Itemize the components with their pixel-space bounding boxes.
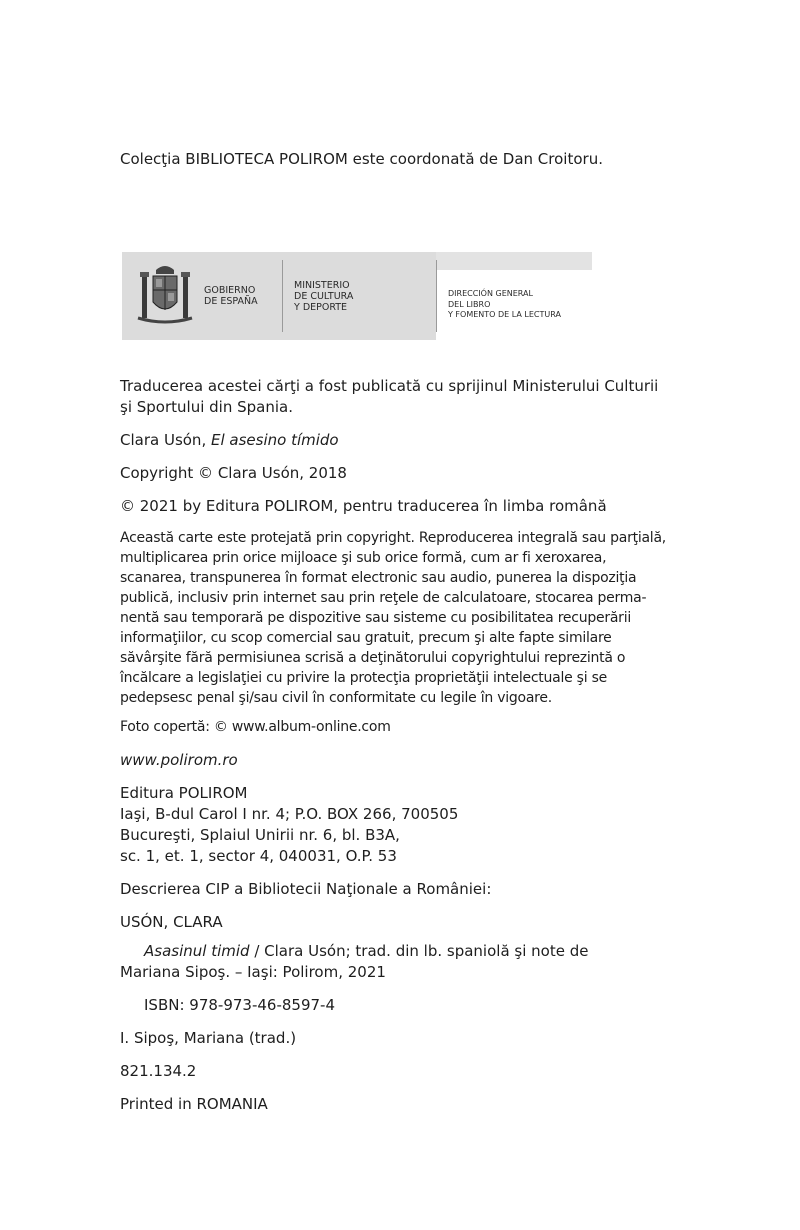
printed-in: Printed in ROMANIA [120, 1095, 268, 1113]
translation-note-line-2: şi Sportului din Spania. [120, 398, 293, 416]
spain-coat-of-arms-icon [136, 262, 194, 330]
cip-line-2: Mariana Sipoş. – Iaşi: Polirom, 2021 [120, 963, 386, 981]
logo-divider-1 [282, 260, 283, 332]
rights-line-4: publică, inclusiv prin internet sau prin reţele de calculatoare, stocarea perma- [120, 590, 647, 606]
original-title: El asesino tímido [210, 431, 339, 449]
sponsor-logo-band [122, 252, 592, 340]
rights-line-5: nentă sau temporară pe dispozitive sau sisteme cu posibilitatea recuperării [120, 610, 631, 626]
original-author: Clara Usón, [120, 431, 211, 449]
publisher-name: Editura POLIROM [120, 784, 248, 802]
rights-line-7: săvârşite fără permisiunea scrisă a deţinătorului copyrightului reprezintă o [120, 650, 626, 666]
rights-line-2: multiplicarea prin orice mijloace şi sub orice formă, cum ar fi xeroxarea, [120, 550, 607, 566]
website-text: www.polirom.ro [120, 751, 238, 769]
cover-photo-credit: Foto copertă: © www.album-online.com [120, 719, 391, 735]
cip-title: Asasinul timid [144, 942, 250, 960]
cip-title-line [144, 942, 588, 960]
address-iasi: Iaşi, B-dul Carol I nr. 4; P.O. BOX 266, 700505 [120, 805, 459, 823]
ministerio-label: MINISTERIO DE CULTURA Y DEPORTE [294, 280, 354, 313]
rights-line-8: încălcare a legislaţiei cu privire la protecţia proprietăţii intelectuale şi se [120, 670, 607, 686]
cip-entry: USÓN, CLARA [120, 913, 223, 931]
rights-line-3: scanarea, transpunerea în format electronic sau audio, punerea la dispoziţia [120, 570, 637, 586]
rights-line-6: informaţiilor, cu scop comercial sau gratuit, precum şi alte fapte similare [120, 630, 612, 646]
logo-divider-2 [436, 260, 437, 332]
copyright-publisher: © 2021 by Editura POLIROM, pentru traducerea în limba română [120, 497, 607, 515]
original-title-line [120, 431, 339, 449]
cip-classification: 821.134.2 [120, 1062, 197, 1080]
translation-note-line-1: Traducerea acestei cărţi a fost publicată cu sprijinul Ministerului Culturii [120, 377, 659, 395]
cip-heading: Descrierea CIP a Bibliotecii Naţionale a României: [120, 880, 492, 898]
rights-line-1: Această carte este protejată prin copyright. Reproducerea integrală sau parţială, [120, 530, 666, 546]
address-bucuresti-1: Bucureşti, Splaiul Unirii nr. 6, bl. B3A, [120, 826, 400, 844]
cip-translator: I. Sipoş, Mariana (trad.) [120, 1029, 297, 1047]
cip-isbn: ISBN: 978-973-46-8597-4 [144, 996, 335, 1014]
gobierno-label: GOBIERNO DE ESPAÑA [204, 285, 258, 307]
rights-line-9: pedepsesc penal şi/sau civil în conformitate cu legile în vigoare. [120, 690, 552, 706]
cip-title-rest: / Clara Usón; trad. din lb. spaniolă şi note de [249, 942, 589, 960]
copyright-author: Copyright © Clara Usón, 2018 [120, 464, 347, 482]
address-bucuresti-2: sc. 1, et. 1, sector 4, 040031, O.P. 53 [120, 847, 397, 865]
direccion-label: DIRECCIÓN GENERAL DEL LIBRO Y FOMENTO DE LA LECTURA [448, 289, 561, 319]
website-link[interactable] [120, 751, 238, 769]
coordinator-line: Colecţia BIBLIOTECA POLIROM este coordonată de Dan Croitoru. [120, 150, 603, 168]
